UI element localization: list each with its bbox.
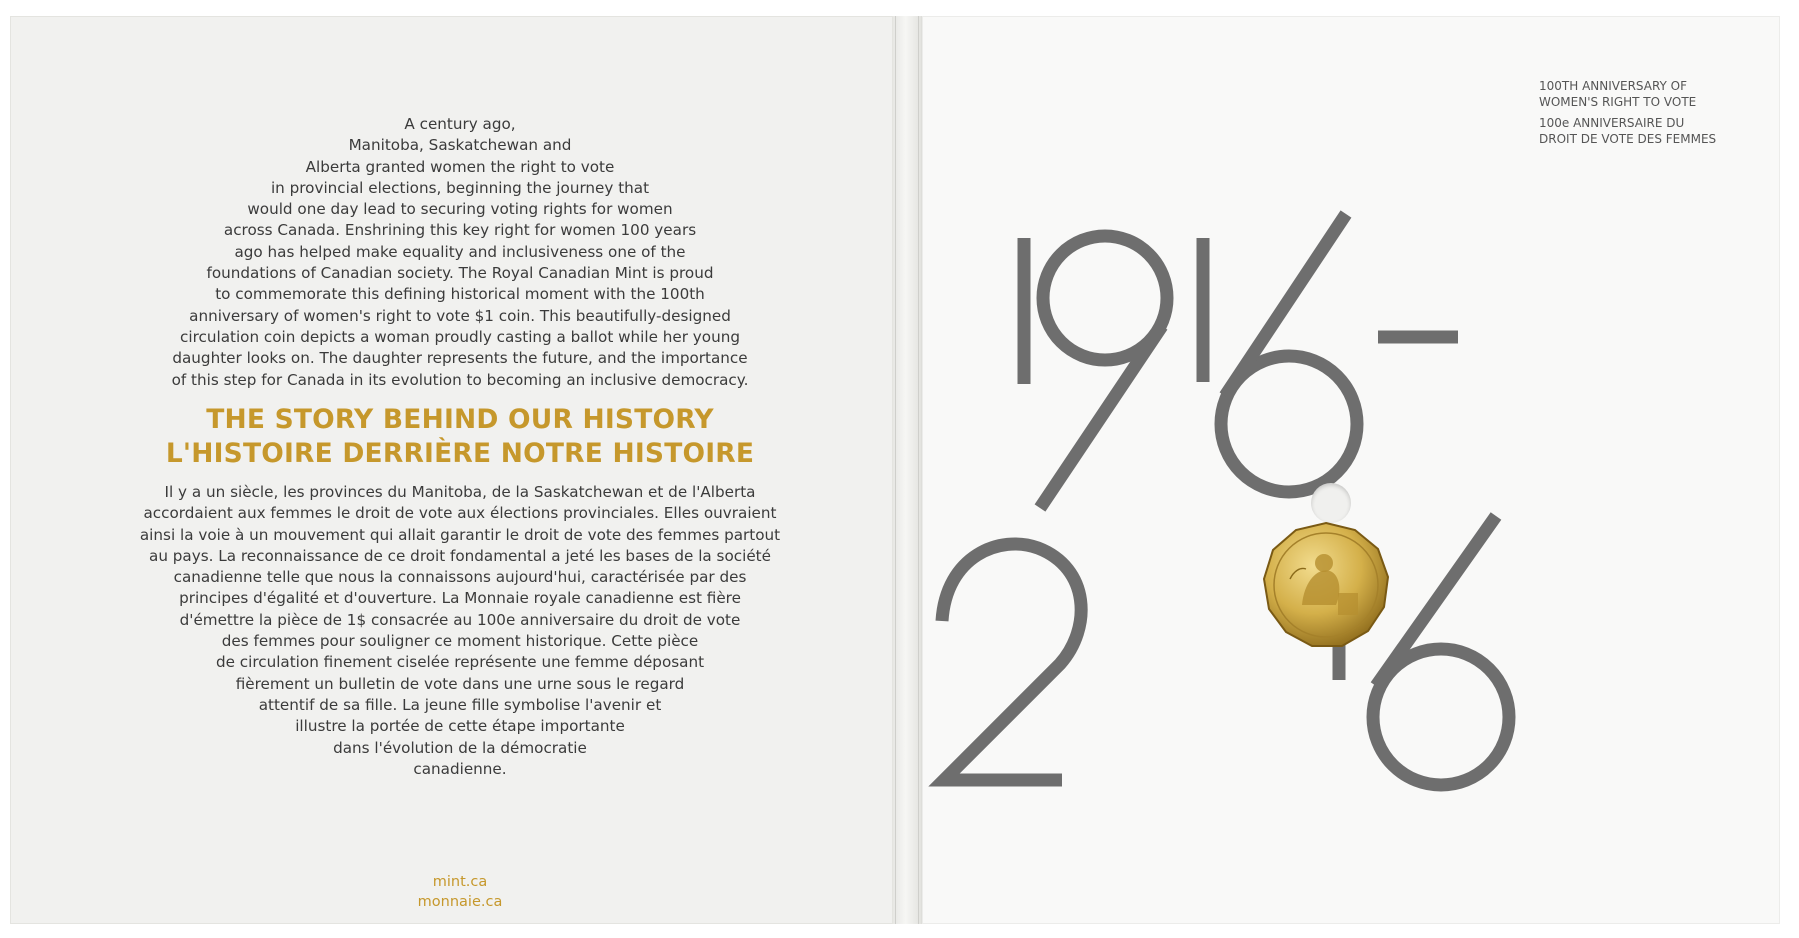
right-panel <box>921 16 1780 924</box>
french-line: principes d'égalité et d'ouverture. La Monnaie royale canadienne est fière <box>179 589 741 608</box>
spine-fold-line <box>918 16 919 924</box>
french-line: dans l'évolution de la démocratie <box>333 738 587 757</box>
english-line: ago has helped make equality and inclusiveness one of the <box>234 242 686 261</box>
english-line: A century ago, <box>404 115 516 133</box>
english-line: Alberta granted women the right to vote <box>305 157 615 176</box>
spine-fold-line <box>895 16 896 924</box>
year-range-graphic <box>922 16 1780 924</box>
english-line: Manitoba, Saskatchewan and <box>348 136 572 155</box>
website-links <box>310 872 610 912</box>
anniversary-french-line: 100e ANNIVERSAIRE DU <box>1539 116 1685 130</box>
french-line: des femmes pour souligner ce moment historique. Cette pièce <box>221 632 699 651</box>
left-panel <box>10 16 894 924</box>
digit-six-strokes <box>1221 214 1357 492</box>
english-line: foundations of Canadian society. The Royal Canadian Mint is proud <box>206 264 714 283</box>
story-heading <box>90 403 830 471</box>
digit-two-strokes <box>942 544 1081 780</box>
french-line: fièrement un bulletin de vote dans une urne sous le regard <box>235 674 685 693</box>
coin-thumb-notch[interactable] <box>1311 483 1351 523</box>
english-story-text <box>110 114 810 391</box>
english-line: in provincial elections, beginning the journey that <box>270 178 650 197</box>
french-line: illustre la portée de cette étape importante <box>295 717 625 736</box>
heading-french: L'HISTOIRE DERRIÈRE NOTRE HISTOIRE <box>165 438 755 469</box>
digit-nine-strokes <box>1040 236 1167 508</box>
french-line: au pays. La reconnaissance de ce droit fondamental a jeté les bases de la société <box>149 546 771 565</box>
heading-english: THE STORY BEHIND OUR HISTORY <box>206 404 714 435</box>
english-line: circulation coin depicts a woman proudly casting a ballot while her young <box>180 327 740 346</box>
anniversary-english-line: 100TH ANNIVERSARY OF <box>1539 79 1688 93</box>
french-line: canadienne. <box>413 759 507 778</box>
english-line: of this step for Canada in its evolution to becoming an inclusive democracy. <box>171 370 749 389</box>
french-line: canadienne telle que nous la connaissons aujourd'hui, caractérisée par des <box>173 568 747 587</box>
french-line: ainsi la voie à un mouvement qui allait garantir le droit de vote des femmes partout <box>139 525 781 544</box>
english-line: to commemorate this defining historical moment with the 100th <box>215 285 705 304</box>
booklet-spine <box>893 16 921 924</box>
french-line: accordaient aux femmes le droit de vote aux élections provinciales. Elles ouvraient <box>143 504 777 523</box>
anniversary-french-line: DROIT DE VOTE DES FEMMES <box>1539 131 1717 146</box>
website-french[interactable]: monnaie.ca <box>417 894 503 910</box>
english-line: would one day lead to securing voting rights for women <box>247 200 673 219</box>
french-line: Il y a un siècle, les provinces du Manitoba, de la Saskatchewan et de l'Alberta <box>164 483 756 501</box>
english-line: across Canada. Enshrining this key right for women 100 years <box>223 221 697 240</box>
english-line: anniversary of women's right to vote $1 coin. This beautifully-designed <box>189 306 731 325</box>
french-line: de circulation finement ciselée représente une femme déposant <box>215 653 705 672</box>
french-line: attentif de sa fille. La jeune fille symbolise l'avenir et <box>258 695 662 714</box>
website-english[interactable]: mint.ca <box>432 874 488 890</box>
english-line: daughter looks on. The daughter represents the future, and the importance <box>172 349 748 368</box>
commemorative-coin-icon <box>1260 519 1392 651</box>
french-line: d'émettre la pièce de 1$ consacrée au 100e anniversaire du droit de vote <box>179 610 741 629</box>
digit-six-strokes <box>1373 516 1509 785</box>
french-story-text <box>110 482 810 780</box>
anniversary-english-line: WOMEN'S RIGHT TO VOTE <box>1539 94 1697 109</box>
